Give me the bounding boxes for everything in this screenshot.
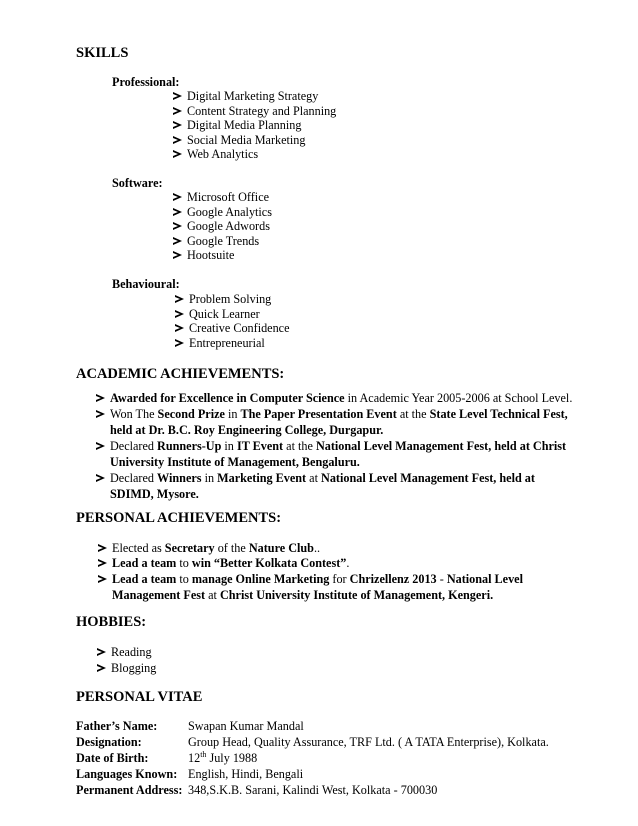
address-label: Permanent Address: [76,783,183,797]
academic-list [110,391,572,406]
list-item: Microsoft Office [187,190,272,205]
arrow-bullet-icon [173,222,182,230]
professional-label: Professional: [112,75,180,89]
arrow-bullet-icon [96,442,105,450]
list-item: Awarded for Excellence in Computer Science in Academic Year 2005-2006 at School Level. [110,391,572,406]
arrow-bullet-icon [173,121,182,129]
arrow-bullet-icon [96,394,105,402]
personal-item-3: Lead a team to manage Online Marketing for Chrizellenz 2013 - National Level Management Fest at Christ University Institute of Management, Kengeri. [112,571,523,603]
dob-value: 12th July 1988 [188,749,258,765]
arrow-bullet-icon [173,193,182,201]
list-item: Digital Marketing Strategy [187,89,336,104]
arrow-bullet-icon [173,92,182,100]
dob-label: Date of Birth: [76,751,149,765]
vitae-heading: PERSONAL VITAE [76,689,203,705]
arrow-bullet-icon [175,310,184,318]
personal-item-1: Elected as Secretary of the Nature Club.. [112,540,320,556]
personal-achievements-heading: PERSONAL ACHIEVEMENTS: [76,510,282,526]
arrow-bullet-icon [175,339,184,347]
designation-value: Group Head, Quality Assurance, TRF Ltd. ( A TATA Enterprise), Kolkata. [188,735,549,749]
list-item: Google Analytics [187,205,272,220]
list-item: Blogging [111,661,156,677]
academic-heading: ACADEMIC ACHIEVEMENTS: [76,366,285,382]
academic-item-2: Won The Second Prize in The Paper Presentation Event at the State Level Technical Fest, held at Dr. B.C. Roy Engineering College, Durgapur. [110,406,568,438]
hobbies-list [111,645,156,677]
address-value: 348,S.K.B. Sarani, Kalindi West, Kolkata - 700030 [188,783,438,797]
arrow-bullet-icon [96,474,105,482]
list-item: Creative Confidence [189,321,290,336]
list-item: Entrepreneurial [189,336,290,351]
hobbies-heading: HOBBIES: [76,614,147,630]
arrow-bullet-icon [98,575,107,583]
list-item: Web Analytics [187,147,336,162]
arrow-bullet-icon [173,107,182,115]
list-item: Content Strategy and Planning [187,104,336,119]
list-item: Hootsuite [187,248,272,263]
arrow-bullet-icon [173,208,182,216]
arrow-bullet-icon [98,544,107,552]
arrow-bullet-icon [173,237,182,245]
fathers-name-label: Father’s Name: [76,719,158,733]
arrow-bullet-icon [173,251,182,259]
arrow-bullet-icon [175,324,184,332]
software-label: Software: [112,176,163,190]
professional-skills-list [187,89,336,162]
academic-item-4: Declared Winners in Marketing Event at National Level Management Fest, held at SDIMD, Mysore. [110,470,535,502]
list-item: Social Media Marketing [187,133,336,148]
list-item: Quick Learner [189,307,290,322]
arrow-bullet-icon [98,559,107,567]
arrow-bullet-icon [97,664,106,672]
list-item: Digital Media Planning [187,118,336,133]
academic-item-3: Declared Runners-Up in IT Event at the National Level Management Fest, held at Christ University Institute of Management, Bengaluru. [110,438,566,470]
list-item: Problem Solving [189,292,290,307]
languages-label: Languages Known: [76,767,178,781]
personal-item-2: Lead a team to win “Better Kolkata Contest”. [112,555,349,571]
arrow-bullet-icon [173,136,182,144]
languages-value: English, Hindi, Bengali [188,767,304,781]
list-item: Google Trends [187,234,272,249]
arrow-bullet-icon [173,150,182,158]
behavioural-label: Behavioural: [112,277,180,291]
designation-label: Designation: [76,735,142,749]
arrow-bullet-icon [175,295,184,303]
arrow-bullet-icon [96,410,105,418]
skills-heading: SKILLS [76,45,129,61]
list-item: Reading [111,645,156,661]
software-skills-list [187,190,272,263]
arrow-bullet-icon [97,648,106,656]
behavioural-skills-list [189,292,290,350]
list-item: Google Adwords [187,219,272,234]
fathers-name-value: Swapan Kumar Mandal [188,719,304,733]
